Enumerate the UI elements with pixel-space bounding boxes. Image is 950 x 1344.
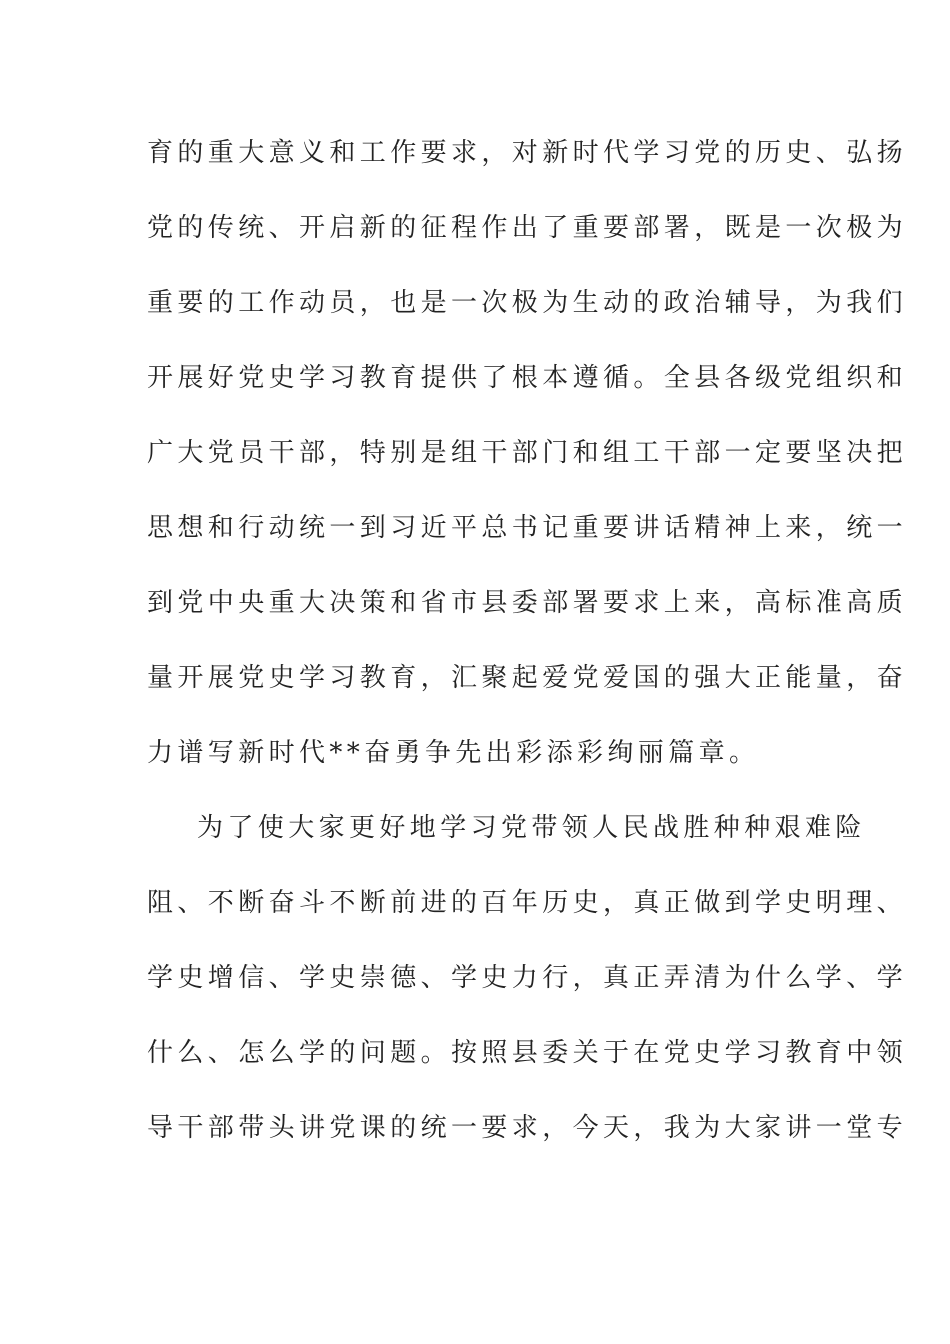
paragraph-line: 思想和行动统一到习近平总书记重要讲话精神上来，统一 xyxy=(147,513,908,543)
paragraph-line: 育的重大意义和工作要求，对新时代学习党的历史、弘扬 xyxy=(147,138,908,168)
paragraph-first-line: 为了使大家更好地学习党带领人民战胜种种艰难险 xyxy=(197,813,866,843)
paragraph-line: 重要的工作动员，也是一次极为生动的政治辅导，为我们 xyxy=(147,288,908,318)
paragraph-line: 到党中央重大决策和省市县委部署要求上来，高标准高质 xyxy=(147,588,908,618)
paragraph-line: 党的传统、开启新的征程作出了重要部署，既是一次极为 xyxy=(147,213,908,243)
paragraph-line: 阻、不断奋斗不断前进的百年历史，真正做到学史明理、 xyxy=(147,888,908,918)
paragraph-line: 什么、怎么学的问题。按照县委关于在党史学习教育中领 xyxy=(147,1038,908,1068)
paragraph-line: 广大党员干部，特别是组干部门和组工干部一定要坚决把 xyxy=(147,438,908,468)
paragraph-line: 导干部带头讲党课的统一要求，今天，我为大家讲一堂专 xyxy=(147,1113,908,1143)
paragraph-line: 开展好党史学习教育提供了根本遵循。全县各级党组织和 xyxy=(147,363,908,393)
paragraph-line: 学史增信、学史崇德、学史力行，真正弄清为什么学、学 xyxy=(147,963,908,993)
paragraph-line: 力谱写新时代**奋勇争先出彩添彩绚丽篇章。 xyxy=(147,738,760,768)
paragraph-line: 量开展党史学习教育，汇聚起爱党爱国的强大正能量，奋 xyxy=(147,663,908,693)
